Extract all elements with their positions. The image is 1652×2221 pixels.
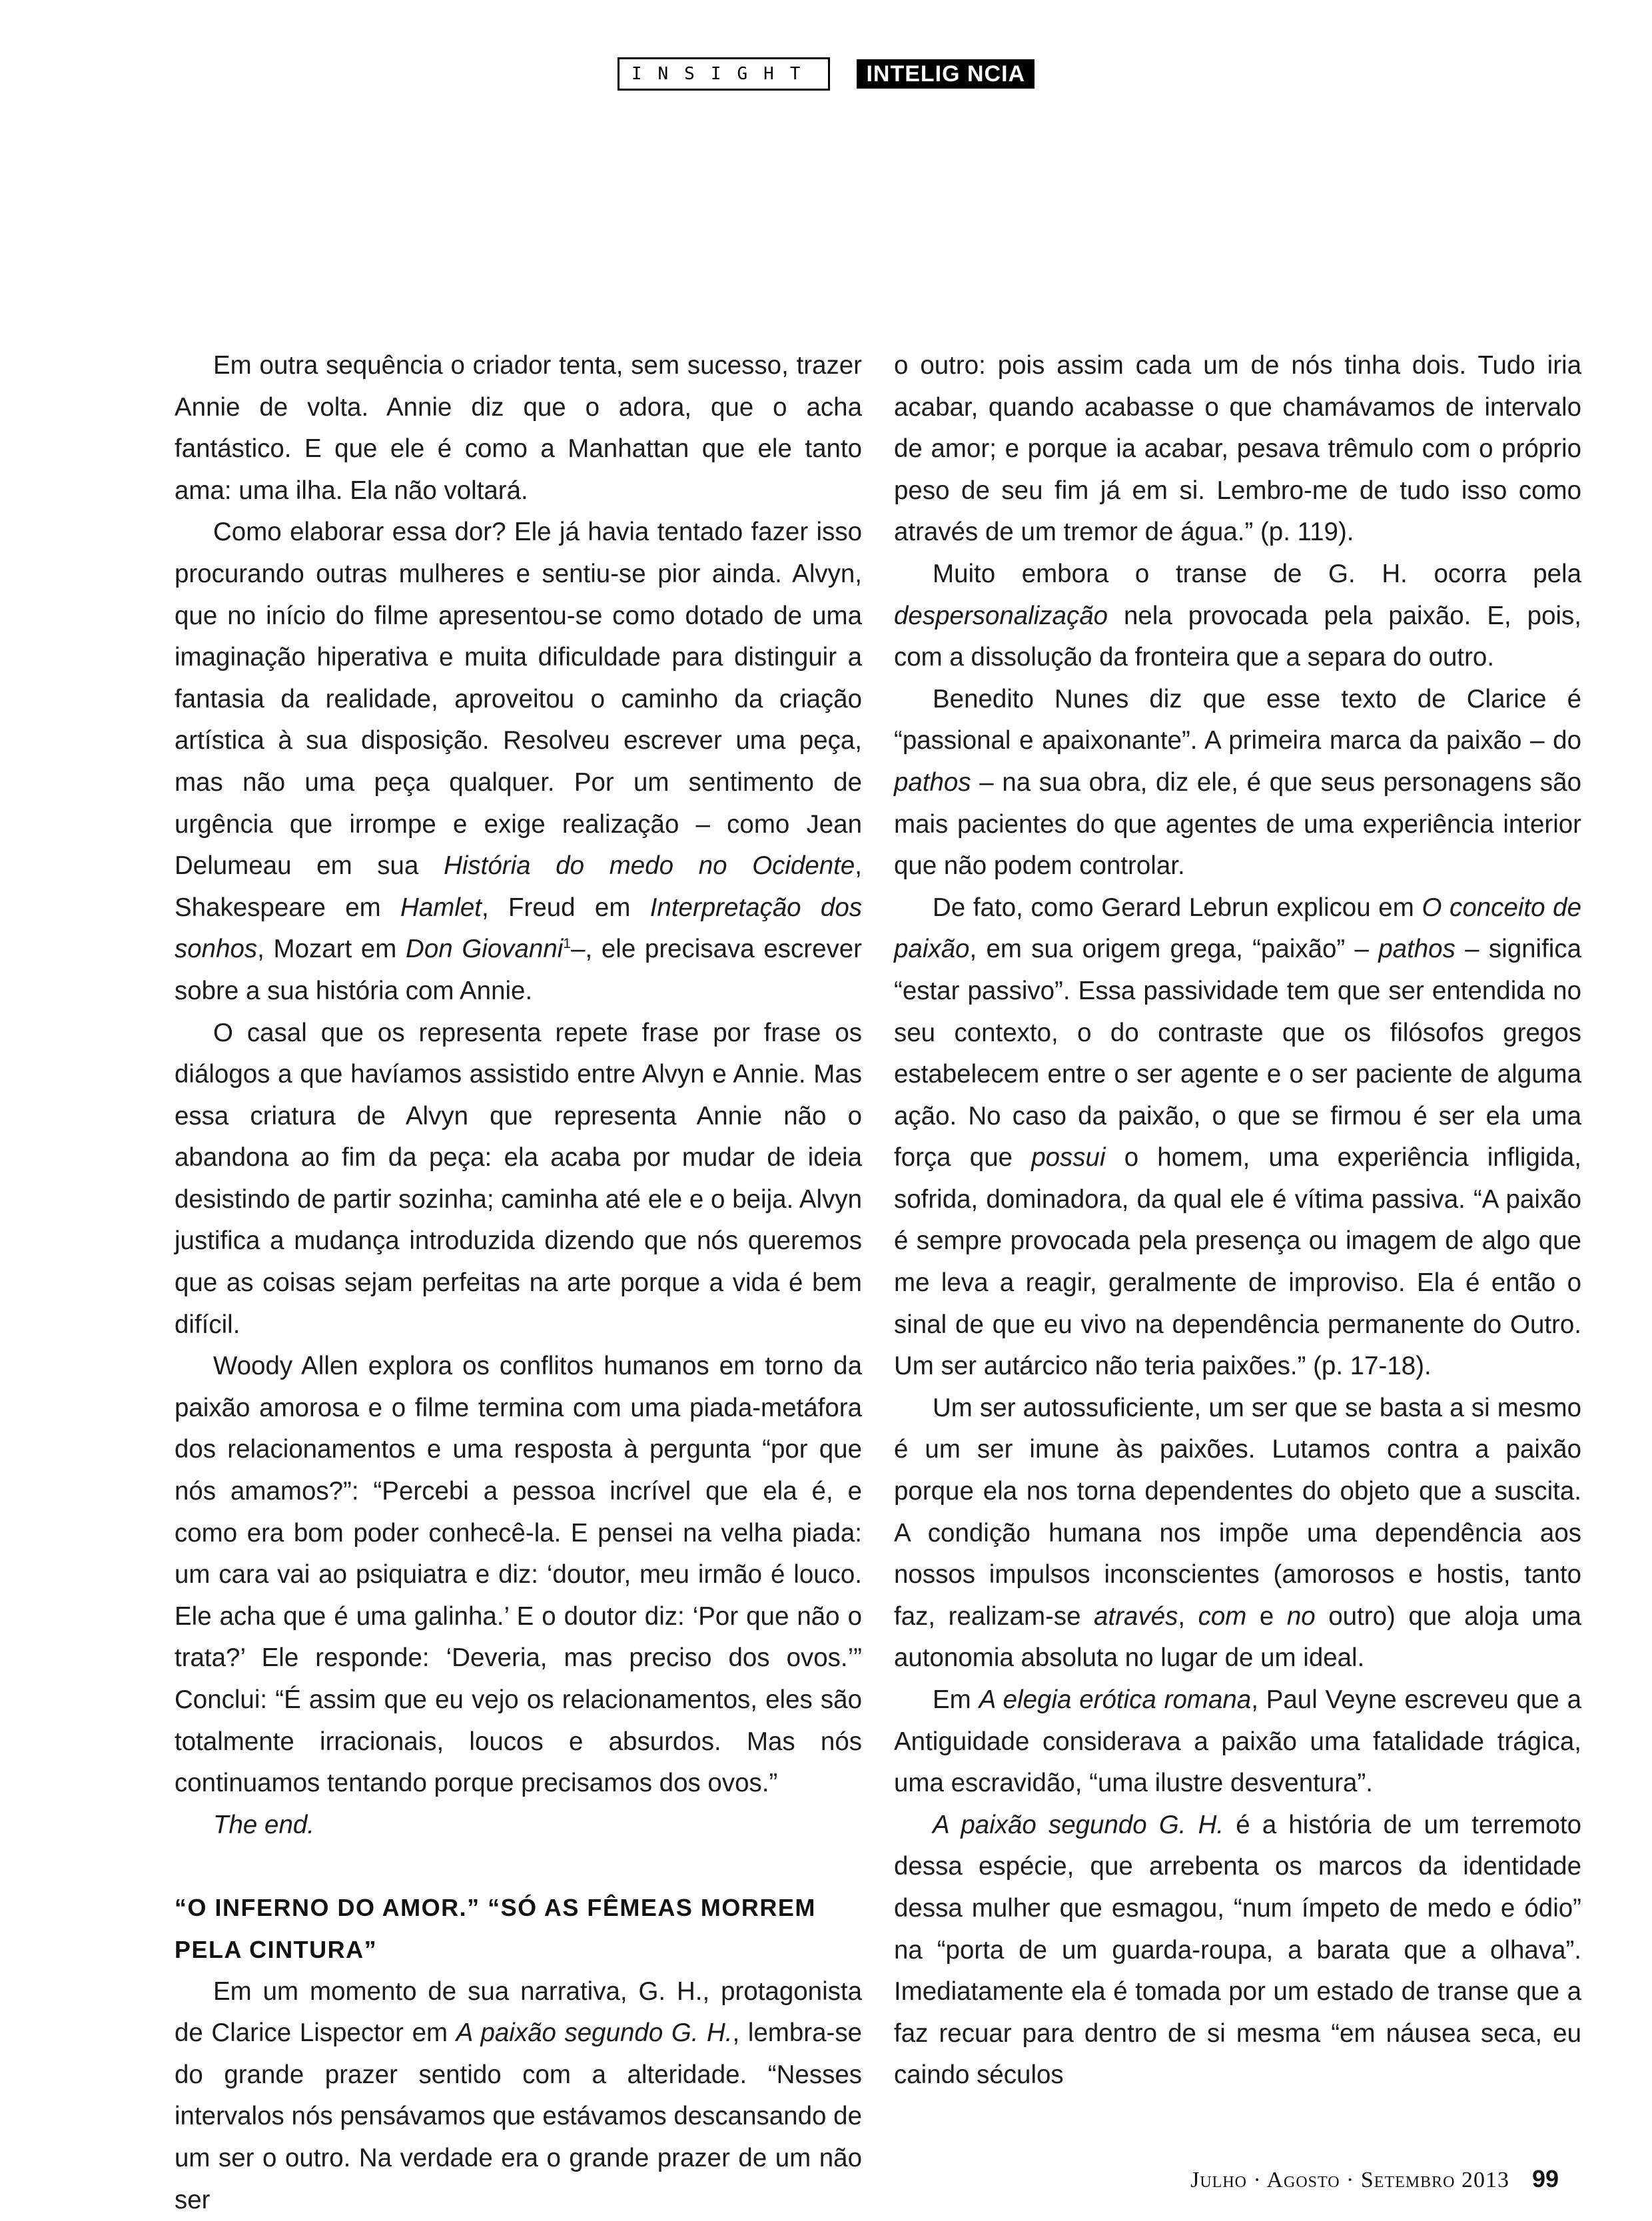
paragraph: Woody Allen explora os conflitos humanos em torno da paixão amorosa e o filme termina com uma piada-metáfora dos relacionamentos e uma resposta à pergunta “por que nós amamos?”: “Percebi a pessoa incrível que ela é, e como era bom poder conhecê-la. E pensei na velha piada: um cara vai ao psiquiatra e diz: ‘doutor, meu irmão é louco. Ele acha que é uma galinha.’ E o doutor diz: ‘Por que não o trata?’ Ele responde: ‘Deveria, mas preciso dos ovos.’” Conclui: “É assim que eu vejo os relacionamentos, eles são totalmente irracionais, loucos e absurdos. Mas nós continuamos tentando porque precisamos dos ovos.” [175,1352,862,1798]
italic-run: através [1094,1601,1178,1631]
paragraph: o outro: pois assim cada um de nós tinha dois. Tudo iria acabar, quando acabasse o que chamávamos de intervalo de amor; e porque ia acabar, pesava trêmulo com o próprio peso de seu fim já em si. Lembro-me de tudo isso como através de um tremor de água.” (p. 119). [894,351,1581,547]
italic-run: pathos [894,767,971,797]
page-header [0,57,1652,91]
paragraph [175,1805,862,1847]
paragraph [175,512,862,1012]
section-heading: “O INFERNO DO AMOR.” “SÓ AS FÊMEAS MORREM PELA CINTURA” [175,1894,816,1963]
italic-run: O conceito de paixão [894,893,1581,964]
text-run: , [1178,1601,1198,1631]
italic-run: pathos [1378,935,1455,964]
paragraph: Em outra sequência o criador tenta, sem sucesso, trazer Annie de volta. Annie diz que o adora, que o acha fantástico. E que ele é como a Manhattan que ele tanto ama: uma ilha. Ela não voltará. [175,351,862,505]
footnote-ref[interactable]: 1 [563,936,572,952]
text-run: De fato, como Gerard Lebrun explicou em [933,893,1422,922]
text-run: nela provocada pela paixão. E, pois, com a dissolução da fronteira que a separa do outro. [894,601,1581,672]
paragraph [894,554,1581,679]
paragraph [175,1971,862,2221]
text-run: , Paul Veyne escreveu que a Antiguidade considerava a paixão uma fatalidade trágica, uma escravidão, “uma ilustre desventura”. [894,1685,1581,1798]
paragraph [894,1388,1581,1679]
italic-run: A elegia erótica romana [979,1685,1252,1714]
paragraph [894,887,1581,1388]
italic-run: Interpretação dos sonhos [175,893,863,964]
italic-run: Hamlet [400,893,482,922]
issue-date: Julho · Agosto · Setembro 2013 [1190,2168,1509,2192]
text-run: , Mozart em [257,935,406,964]
text-run: Um ser autossuficiente, um ser que se basta a si mesmo é um ser imune às paixões. Lutamos contra a paixão porque ela nos torna dependentes do objeto que a suscita. A condição humana nos impõe uma dependência aos nossos impulsos inconscientes (amorosos e hostis, tanto faz, realizam-se [894,1393,1581,1631]
text-run: – na sua obra, diz ele, é que seus personagens são mais pacientes do que agentes de uma experiência interior que não podem controlar. [894,767,1581,881]
italic-run: A paixão segundo G. H. [933,1810,1224,1839]
text-run: é a história de um terremoto dessa espécie, que arrebenta os marcos da identidade dessa mulher que esmagou, “num ímpeto de medo e ódio” na “porta de um guarda-roupa, a barata que a olhava”. Imediatamente ela é tomada por um estado de transe que a faz recuar para dentro de si mesma “em náusea seca, eu caindo séculos [894,1810,1581,2090]
paragraph: O casal que os representa repete frase por frase os diálogos a que havíamos assistido entre Alvyn e Annie. Mas essa criatura de Alvyn que representa Annie não o abandona ao fim da peça: ela acaba por mudar de ideia desistindo de partir sozinha; caminha até ele e o beija. Alvyn justifica a mudança introduzida dizendo que nós queremos que as coisas sejam perfeitas na arte porque a vida é bem difícil. [175,1018,862,1339]
topic-tag: INTELIG NCIA [857,59,1034,89]
page-footer [1190,2165,1559,2193]
paragraph [894,1805,1581,2096]
text-run: , lembra-se do grande prazer sentido com a alteridade. “Nesses intervalos nós pensávamos que estávamos descansando de um ser o outro. Na verdade era o grande prazer de um não ser [175,2018,862,2214]
italic-run: Don Giovanni [406,935,564,964]
text-run: Benedito Nunes diz que esse texto de Clarice é “passional e apaixonante”. A primeira marca da paixão – do [894,684,1581,755]
text-run: o homem, uma experiência infligida, sofrida, dominadora, da qual ele é vítima passiva. “A paixão é sempre provocada pela presença ou imagem de algo que me leva a reagir, geralmente de improviso. Ela é então o sinal de que eu vivo na dependência permanente do Outro. Um ser autárcico não teria paixões.” (p. 17-18). [894,1143,1581,1381]
paragraph [894,1679,1581,1805]
italic-run: The end. [213,1810,314,1839]
italic-run: no [1286,1601,1316,1631]
italic-run: despersonalização [894,601,1108,630]
text-run: , Shakespeare em [175,851,862,922]
text-run: outro) que aloja uma autonomia absoluta no lugar de um ideal. [894,1601,1581,1673]
text-run: Em [933,1685,979,1714]
page-number: 99 [1531,2165,1559,2192]
text-run: , em sua origem grega, “paixão” – [969,935,1379,964]
paragraph [894,679,1581,887]
text-run: Em um momento de sua narrativa, G. H., protagonista de Clarice Lispector em [175,1977,862,2048]
italic-run: possui [1031,1143,1106,1172]
right-column [894,345,1581,2096]
text-run: Muito embora o transe de G. H. ocorra pela [933,559,1581,588]
italic-run: com [1198,1601,1247,1631]
text-run: – significa “estar passivo”. Essa passividade tem que ser entendida no seu contexto, o do contraste que os filósofos gregos estabelecem entre o ser agente e o ser paciente de alguma ação. No caso da paixão, o que se firmou é ser ela uma força que [894,935,1581,1172]
italic-run: A paixão segundo G. H. [456,2018,733,2048]
text-run: , Freud em [481,893,650,922]
text-run: e [1246,1601,1287,1631]
text-run: –, ele precisava escrever sobre a sua história com Annie. [175,935,862,1005]
section-tag: INSIGHT [618,57,831,91]
text-run: Como elaborar essa dor? Ele já havia tentado fazer isso procurando outras mulheres e sentiu-se pior ainda. Alvyn, que no início do filme apresentou-se como dotado de uma imaginação hiperativa e muita dificuldade para distinguir a fantasia da realidade, aproveitou o caminho da criação artística à sua disposição. Resolveu escrever uma peça, mas não uma peça qualquer. Por um sentimento de urgência que irrompe e exige realização – como Jean Delumeau em sua [175,518,862,881]
italic-run: História do medo no Ocidente [444,851,855,881]
left-column [175,345,862,2221]
